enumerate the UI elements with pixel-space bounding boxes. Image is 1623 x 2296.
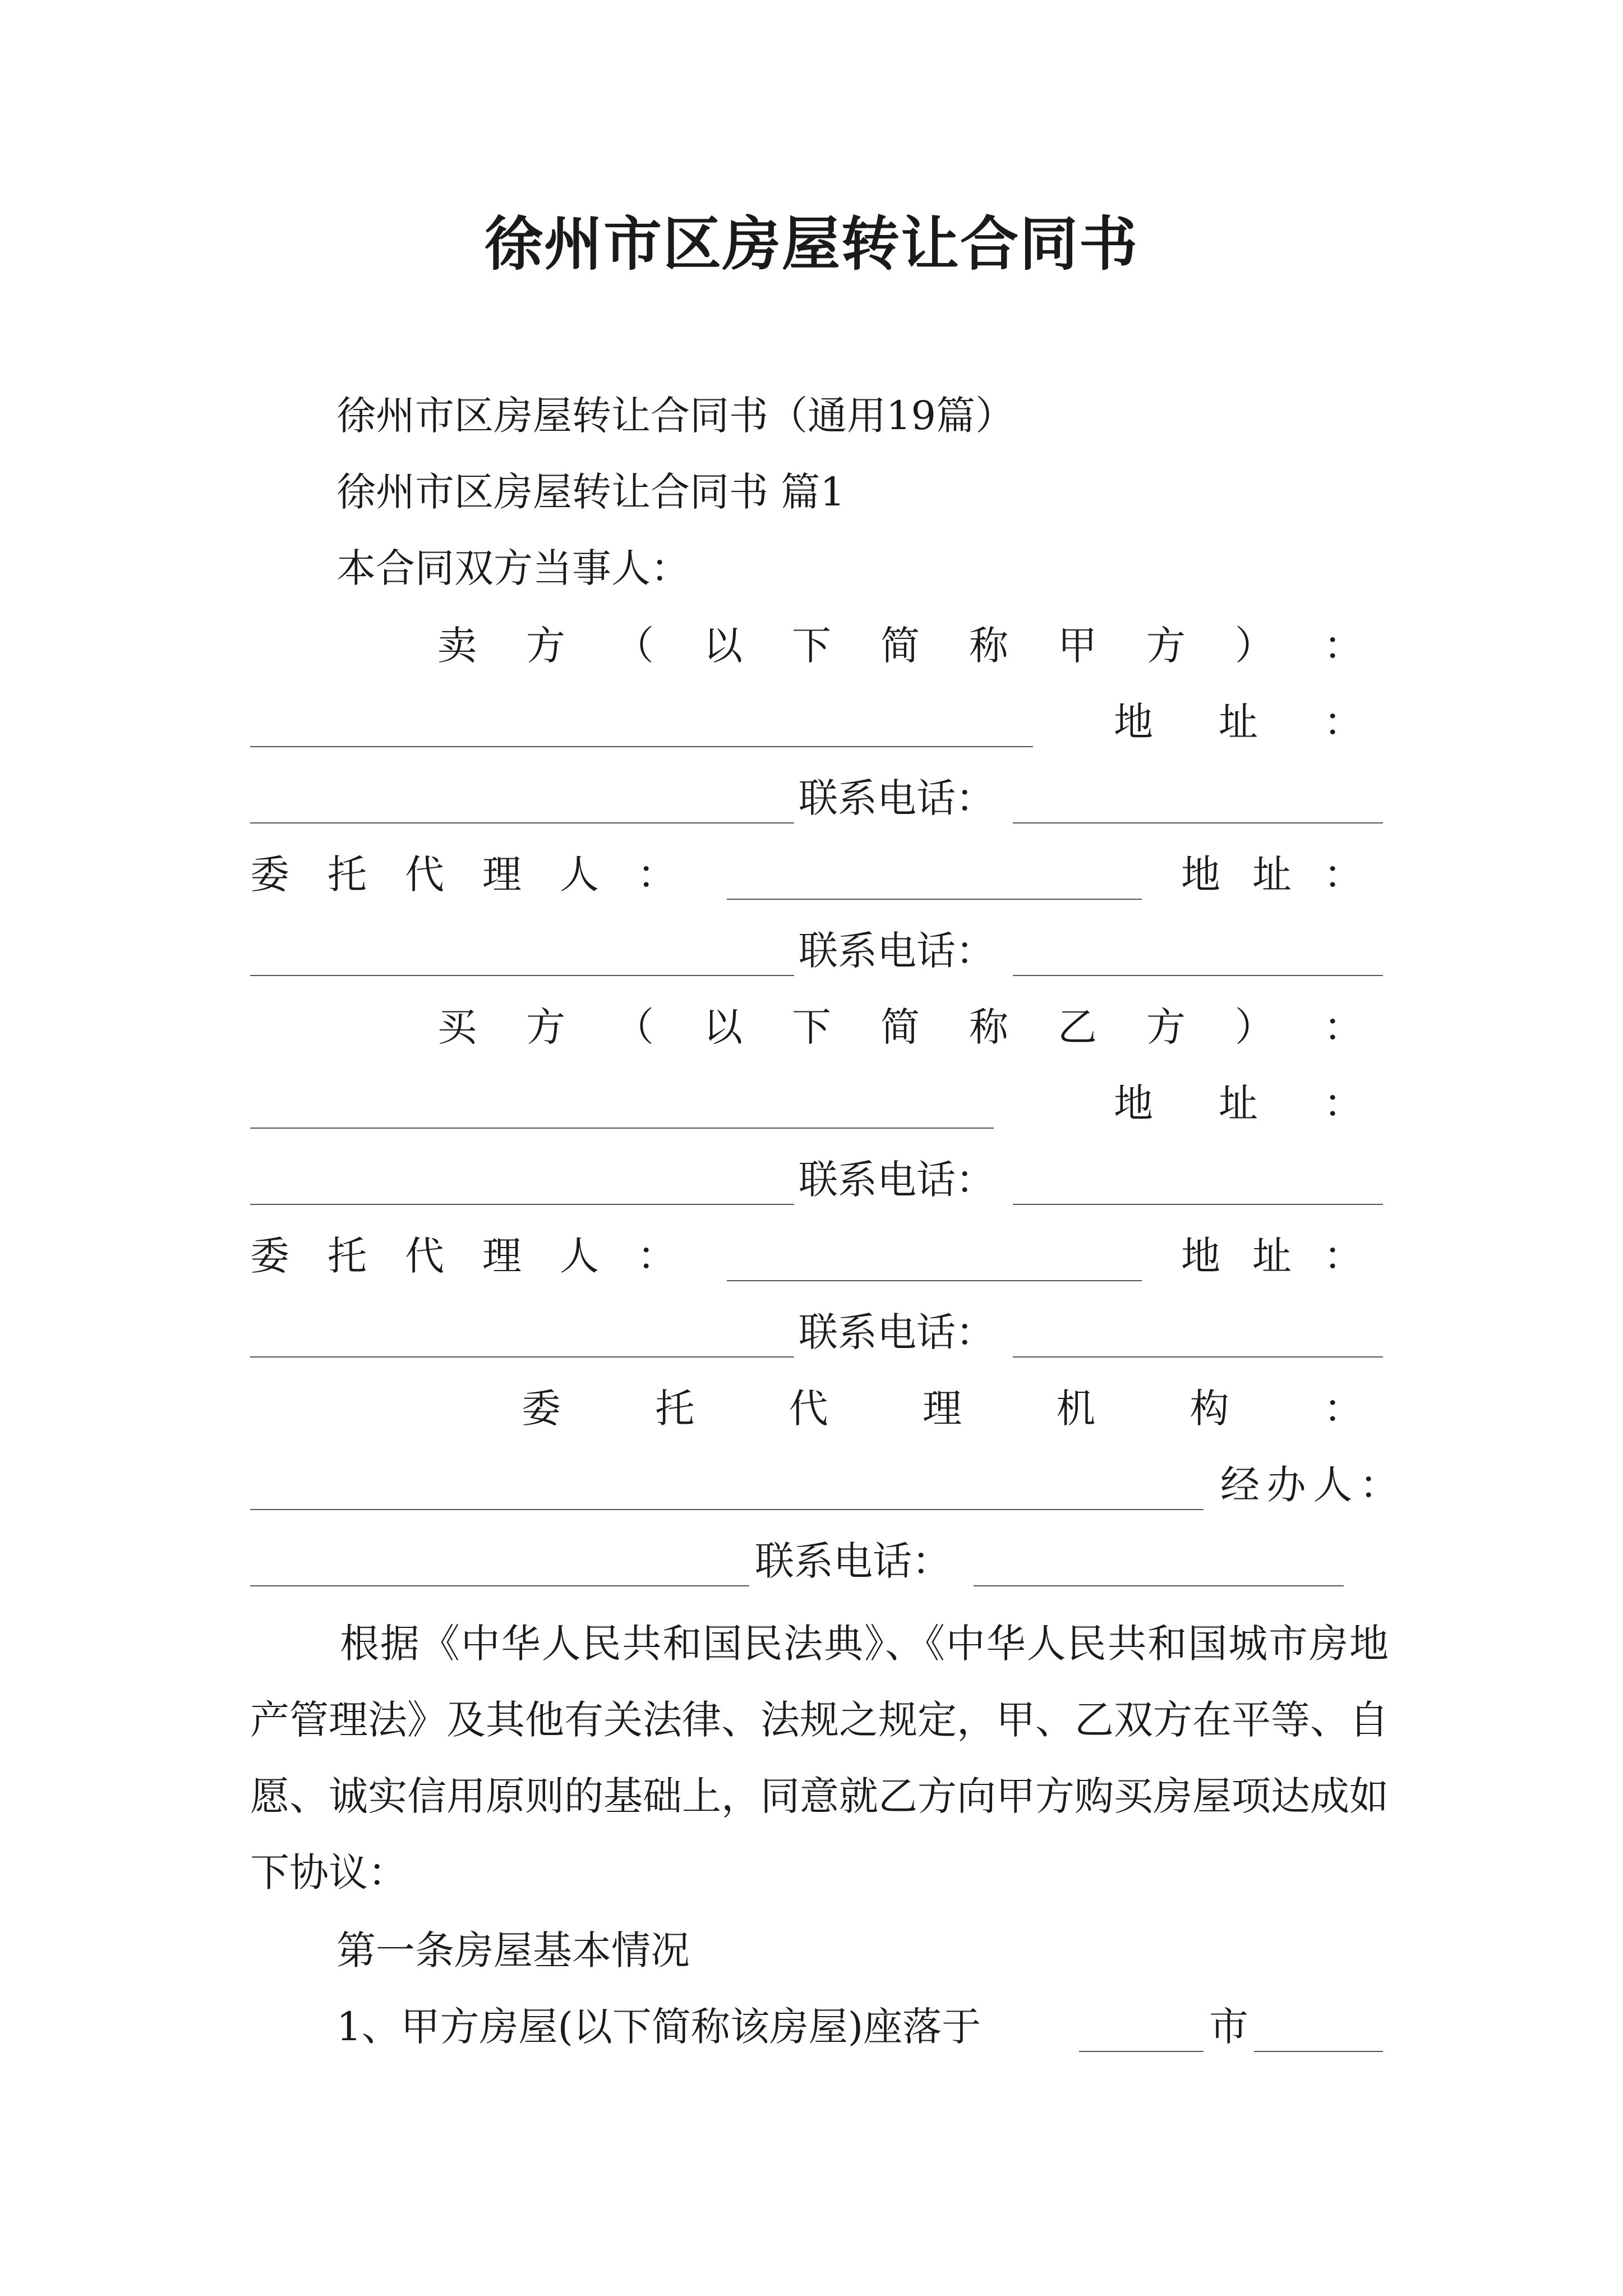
- seller-phone-label: 联系电话：: [799, 775, 995, 821]
- buyer-address-label: [1114, 1078, 1363, 1129]
- agency-handler-char: 办: [1266, 1462, 1306, 1508]
- seller-label-char: 方: [1146, 623, 1186, 669]
- agency-phone-blank: [974, 1585, 1344, 1586]
- seller-agent-name-blank: [727, 899, 1142, 900]
- buyer-label-char: 方: [1146, 1004, 1186, 1050]
- agency-handler-blank: [250, 1585, 749, 1586]
- seller-label-char: 称: [969, 623, 1008, 669]
- buyer-label-char: 方: [526, 1004, 565, 1050]
- buyer-agent-label: [250, 1231, 676, 1281]
- seller-address-label: [1114, 697, 1363, 747]
- article-heading: 徐州市区房屋转让合同书 篇1: [336, 469, 845, 515]
- buyer-label: [437, 1002, 1363, 1052]
- buyer-name-blank: [250, 1128, 994, 1129]
- seller-label-char: （: [615, 623, 654, 669]
- seller-address-char: 地: [1114, 699, 1153, 745]
- agency-handler-char: 经: [1220, 1462, 1260, 1508]
- seller-label-char: 甲: [1058, 623, 1097, 669]
- buyer-label-char: 买: [437, 1004, 477, 1050]
- clause-1-city-blank: [1079, 2051, 1204, 2052]
- buyer-agent-address-char: 址: [1252, 1233, 1292, 1279]
- buyer-agent-address-label: [1181, 1231, 1363, 1281]
- parties-intro: 本合同双方当事人：: [336, 545, 690, 591]
- seller-label-char: 下: [792, 623, 831, 669]
- seller-agent-label: [250, 849, 676, 900]
- seller-agent-address-char: 址: [1252, 852, 1292, 898]
- buyer-phone-blank: [1013, 1204, 1383, 1205]
- seller-name-blank: [250, 746, 1033, 747]
- section-heading: 第一条房屋基本情况: [336, 1927, 690, 1973]
- seller-label: [437, 620, 1363, 671]
- buyer-agent-phone-blank: [1013, 1356, 1383, 1358]
- buyer-label-char: 下: [792, 1004, 831, 1050]
- seller-address-blank: [250, 822, 794, 823]
- seller-agent-phone-label: 联系电话：: [799, 928, 995, 974]
- buyer-label-char: 乙: [1058, 1004, 1097, 1050]
- buyer-agent-phone-label: 联系电话：: [799, 1309, 995, 1355]
- agency-label-char: 委: [522, 1386, 561, 1432]
- buyer-label-char: 称: [969, 1004, 1008, 1050]
- seller-address-char: ：: [1324, 699, 1363, 745]
- agency-label-char: 理: [922, 1386, 962, 1432]
- agency-label-char: 机: [1056, 1386, 1096, 1432]
- agency-phone-label: 联系电话：: [755, 1538, 951, 1584]
- agency-handler-label: [1220, 1460, 1399, 1510]
- buyer-phone-label: 联系电话：: [799, 1157, 995, 1203]
- clause-1-district-blank: [1254, 2051, 1383, 2052]
- page-title: 徐州市区房屋转让合同书: [484, 210, 1138, 278]
- buyer-label-char: 以: [703, 1004, 743, 1050]
- buyer-agent-char: 理: [482, 1233, 522, 1279]
- buyer-agent-char: 人: [560, 1233, 599, 1279]
- seller-agent-char: 人: [560, 852, 599, 898]
- legal-basis-paragraph: 根据《中华人民共和国民法典》、《中华人民共和国城市房地产管理法》及其他有关法律、法规之规定，甲、乙双方在平等、自愿、诚实信用原则的基础上，同意就乙方向甲方购买房屋项达成如下协议：: [250, 1621, 1389, 1895]
- buyer-agent-address-char: 地: [1181, 1233, 1220, 1279]
- seller-phone-blank: [1013, 822, 1383, 823]
- agency-label-char: 托: [655, 1386, 695, 1432]
- buyer-agent-char: ：: [637, 1233, 676, 1279]
- buyer-label-char: （: [615, 1004, 654, 1050]
- buyer-label-char: ：: [1324, 1004, 1363, 1050]
- seller-agent-address-blank: [250, 975, 794, 976]
- seller-agent-address-char: ：: [1324, 852, 1363, 898]
- buyer-agent-char: 委: [250, 1233, 289, 1279]
- seller-label-char: 以: [703, 623, 743, 669]
- agency-label-char: ：: [1323, 1386, 1363, 1432]
- buyer-address-char: ：: [1324, 1080, 1363, 1126]
- agency-name-blank: [250, 1509, 1204, 1510]
- seller-agent-char: 代: [405, 852, 444, 898]
- agency-handler-char: ：: [1359, 1462, 1399, 1508]
- agency-label: [522, 1383, 1363, 1434]
- clause-1-city-word: 市: [1209, 2004, 1248, 2050]
- seller-agent-char: ：: [637, 852, 676, 898]
- seller-agent-char: 委: [250, 852, 289, 898]
- seller-label-char: ）: [1235, 623, 1274, 669]
- seller-agent-char: 托: [328, 852, 367, 898]
- buyer-agent-char: 代: [405, 1233, 444, 1279]
- buyer-address-char: 地: [1114, 1080, 1153, 1126]
- seller-agent-char: 理: [482, 852, 522, 898]
- buyer-agent-char: 托: [328, 1233, 367, 1279]
- agency-label-char: 代: [789, 1386, 828, 1432]
- clause-1-text: 1、甲方房屋(以下简称该房屋)座落于: [336, 2004, 981, 2050]
- buyer-agent-name-blank: [727, 1280, 1142, 1281]
- buyer-label-char: 简: [880, 1004, 920, 1050]
- seller-label-char: 方: [526, 623, 565, 669]
- seller-address-char: 址: [1219, 699, 1258, 745]
- document-subtitle: 徐州市区房屋转让合同书（通用19篇）: [336, 393, 1015, 439]
- buyer-agent-address-char: ：: [1324, 1233, 1363, 1279]
- buyer-address-blank: [250, 1204, 794, 1205]
- buyer-label-char: ）: [1235, 1004, 1274, 1050]
- seller-label-char: 卖: [437, 623, 477, 669]
- buyer-agent-address-blank: [250, 1356, 794, 1358]
- seller-agent-phone-blank: [1013, 975, 1383, 976]
- seller-agent-address-label: [1181, 849, 1363, 900]
- agency-label-char: 构: [1189, 1386, 1229, 1432]
- seller-agent-address-char: 地: [1181, 852, 1220, 898]
- buyer-address-char: 址: [1219, 1080, 1258, 1126]
- seller-label-char: 简: [880, 623, 920, 669]
- agency-handler-char: 人: [1313, 1462, 1353, 1508]
- seller-label-char: ：: [1324, 623, 1363, 669]
